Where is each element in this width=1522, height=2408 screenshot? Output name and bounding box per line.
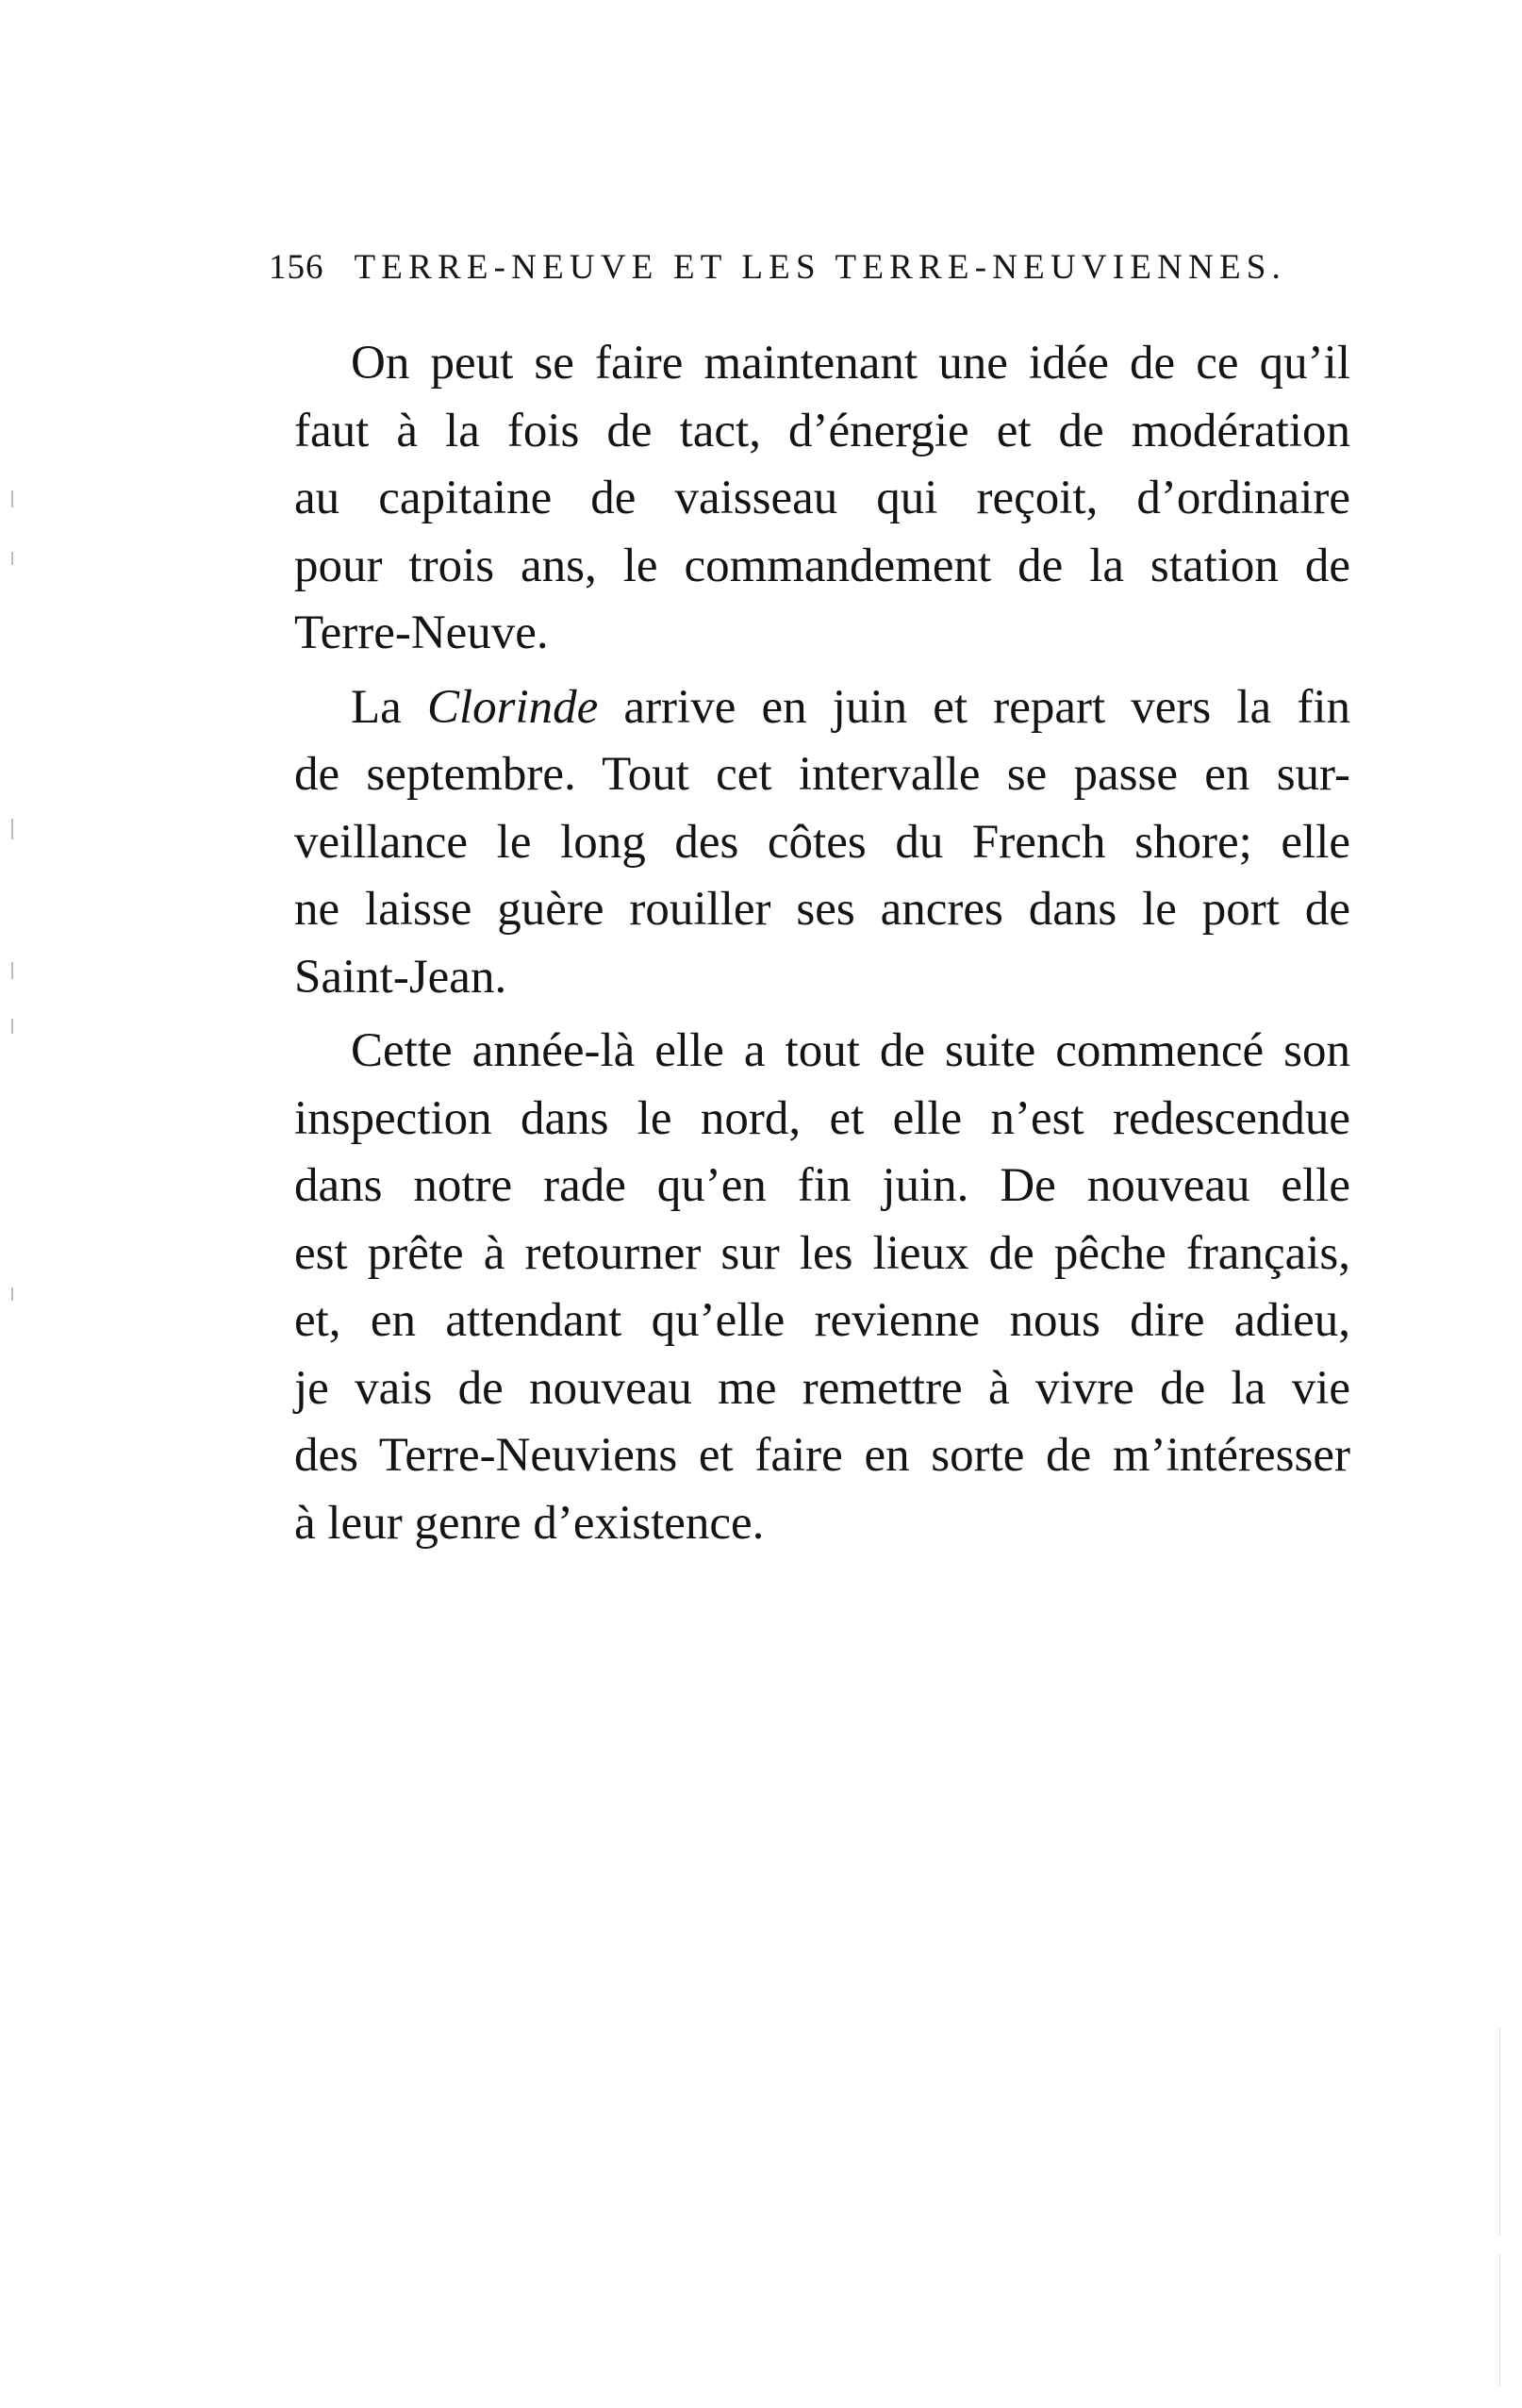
text-line: Saint-Jean. — [294, 950, 507, 1004]
text-line: est prête à retourner sur les lieux de pêche français, — [294, 1226, 1350, 1280]
scan-speck — [11, 962, 13, 979]
text-line: à leur genre d’existence. — [294, 1496, 765, 1550]
paragraph-2 — [294, 674, 1350, 1012]
body-text — [294, 330, 1350, 1564]
text-line: Terre-Neuve. — [294, 606, 549, 659]
paragraph-1 — [294, 330, 1350, 668]
text-line: veillance le long des côtes du French shore; elle — [294, 815, 1350, 869]
paragraph-3 — [294, 1018, 1350, 1557]
scan-speck — [11, 819, 13, 839]
text-line: pour trois ans, le commandement de la station de — [294, 539, 1350, 592]
text-line: ne laisse guère rouiller ses ancres dans le port de — [294, 883, 1350, 936]
scan-speck — [11, 552, 13, 565]
text-line-with-italic: La Clorinde arrive en juin et repart vers la fin — [351, 680, 1350, 734]
running-title: TERRE-NEUVE ET LES TERRE-NEUVIENNES. — [354, 248, 1286, 287]
text-line: et, en attendant qu’elle revienne nous dire adieu, — [294, 1294, 1350, 1347]
ship-name-italic: Clorinde — [426, 680, 599, 734]
text-line: inspection dans le nord, et elle n’est redescendue — [294, 1091, 1350, 1145]
page-number: 156 — [269, 248, 324, 287]
text-line: faut à la fois de tact, d’énergie et de modération — [294, 404, 1350, 457]
text-line: de septembre. Tout cet intervalle se passe en sur- — [294, 748, 1350, 801]
text-line: au capitaine de vaisseau qui reçoit, d’ordinaire — [294, 472, 1350, 524]
text-line: des Terre-Neuviens et faire en sorte de m’intéresser — [294, 1429, 1350, 1482]
scan-speck — [1499, 2254, 1500, 2386]
text-line: je vais de nouveau me remettre à vivre de la vie — [294, 1361, 1350, 1415]
text-line: On peut se faire maintenant une idée de ce qu’il — [351, 337, 1350, 390]
scan-speck — [1499, 2028, 1500, 2235]
running-header — [269, 247, 1377, 294]
scan-speck — [11, 490, 13, 507]
text-line: Cette année-là elle a tout de suite commencé son — [351, 1024, 1350, 1077]
scan-speck — [11, 1019, 13, 1034]
scan-speck — [11, 1287, 13, 1301]
text-line: dans notre rade qu’en fin juin. De nouveau elle — [294, 1159, 1350, 1212]
